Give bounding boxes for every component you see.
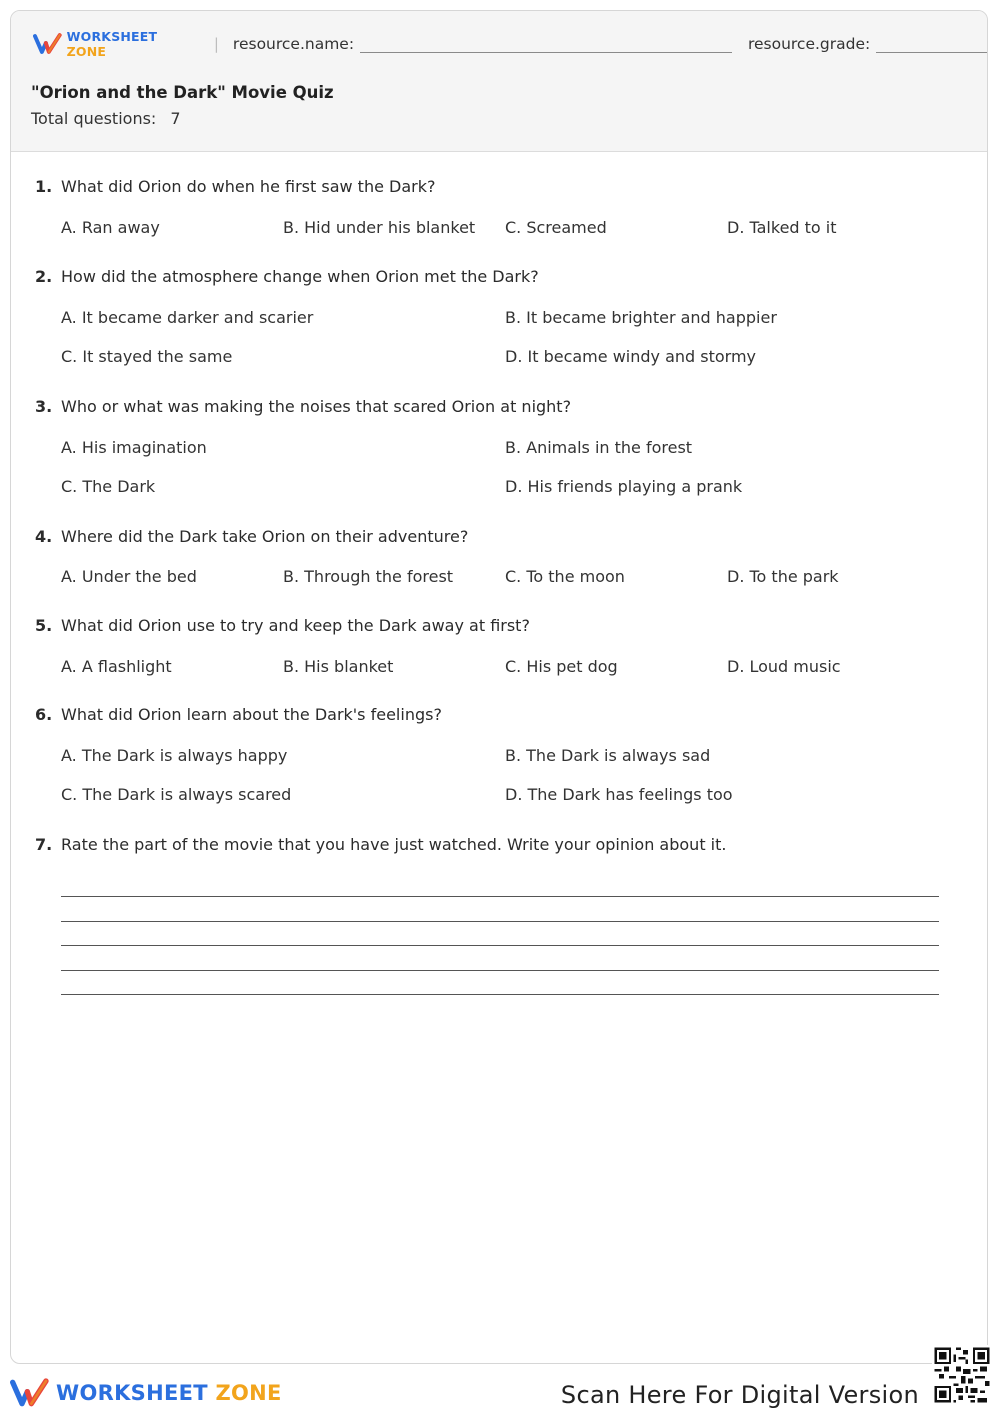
question-number: 1.: [35, 177, 53, 196]
question-prompt: What did Orion do when he first saw the Dark?: [61, 177, 436, 196]
option-d[interactable]: D. To the park: [727, 567, 839, 586]
question-prompt: Who or what was making the noises that scared Orion at night?: [61, 397, 572, 416]
answer-line[interactable]: [61, 896, 939, 897]
resource-grade-label: resource.grade:: [747, 35, 871, 53]
footer-brand-zone: ZONE: [215, 1381, 282, 1405]
question-1: [35, 177, 965, 237]
question-2: [35, 267, 965, 366]
header-brand-name: [67, 29, 200, 59]
option-a[interactable]: A. His imagination: [61, 438, 207, 457]
option-a[interactable]: A. Under the bed: [61, 567, 197, 586]
option-c[interactable]: C. Screamed: [505, 218, 607, 237]
resource-grade-field[interactable]: [876, 36, 987, 53]
worksheet-page: [10, 10, 988, 1364]
option-d[interactable]: D. Talked to it: [727, 218, 837, 237]
option-b[interactable]: B. The Dark is always sad: [505, 746, 711, 765]
brand-zone-text: ZONE: [66, 44, 107, 59]
worksheet-header: [11, 11, 987, 152]
option-c[interactable]: C. It stayed the same: [61, 347, 233, 366]
question-number: 5.: [35, 616, 53, 635]
question-number: 2.: [35, 267, 53, 286]
option-a[interactable]: A. The Dark is always happy: [61, 746, 288, 765]
header-separator: |: [213, 35, 219, 53]
qr-code-icon[interactable]: [932, 1345, 992, 1405]
total-questions-label: Total questions:: [31, 109, 157, 128]
footer-brand-name: [56, 1381, 282, 1405]
option-b[interactable]: B. His blanket: [283, 657, 394, 676]
option-c[interactable]: C. His pet dog: [505, 657, 618, 676]
question-1-text: [35, 177, 965, 196]
option-d[interactable]: D. His friends playing a prank: [505, 477, 743, 496]
question-prompt: What did Orion use to try and keep the Dark away at first?: [61, 616, 530, 635]
option-d[interactable]: D. The Dark has feelings too: [505, 785, 733, 804]
question-number: 3.: [35, 397, 53, 416]
option-d[interactable]: D. Loud music: [727, 657, 841, 676]
question-6-text: [35, 705, 965, 724]
option-c[interactable]: C. The Dark: [61, 477, 156, 496]
total-questions: [31, 109, 181, 128]
question-4-text: [35, 527, 965, 546]
worksheetzone-logo-icon: [33, 33, 63, 55]
question-7-text: [35, 835, 965, 854]
question-prompt: How did the atmosphere change when Orion met the Dark?: [61, 267, 539, 286]
option-a[interactable]: A. It became darker and scarier: [61, 308, 314, 327]
question-4: [35, 527, 965, 586]
question-6: [35, 705, 965, 804]
question-prompt: What did Orion learn about the Dark's feelings?: [61, 705, 442, 724]
total-questions-value: 7: [170, 109, 181, 128]
option-a[interactable]: A. Ran away: [61, 218, 160, 237]
question-3-text: [35, 397, 965, 416]
quiz-title: "Orion and the Dark" Movie Quiz: [31, 83, 334, 102]
answer-line[interactable]: [61, 970, 939, 971]
option-c[interactable]: C. To the moon: [505, 567, 625, 586]
answer-line[interactable]: [61, 945, 939, 946]
answer-line[interactable]: [61, 994, 939, 995]
option-b[interactable]: B. It became brighter and happier: [505, 308, 777, 327]
option-d[interactable]: D. It became windy and stormy: [505, 347, 757, 366]
option-a[interactable]: A. A flashlight: [61, 657, 172, 676]
worksheetzone-logo-icon: [10, 1377, 50, 1409]
question-7: [35, 835, 965, 854]
question-number: 7.: [35, 835, 53, 854]
question-number: 6.: [35, 705, 53, 724]
resource-name-field[interactable]: [360, 36, 732, 53]
question-prompt: Where did the Dark take Orion on their adventure?: [61, 527, 469, 546]
resource-name-label: resource.name:: [232, 35, 355, 53]
footer-brand-worksheet: WORKSHEET: [56, 1381, 208, 1405]
brand-worksheet-text: WORKSHEET: [66, 29, 158, 44]
option-b[interactable]: B. Through the forest: [283, 567, 454, 586]
header-brand-row: [33, 31, 987, 57]
option-c[interactable]: C. The Dark is always scared: [61, 785, 292, 804]
option-b[interactable]: B. Hid under his blanket: [283, 218, 476, 237]
footer-brand: [10, 1377, 282, 1409]
question-5: [35, 616, 965, 676]
question-3: [35, 397, 965, 496]
option-b[interactable]: B. Animals in the forest: [505, 438, 693, 457]
question-2-text: [35, 267, 965, 286]
question-number: 4.: [35, 527, 53, 546]
question-5-text: [35, 616, 965, 635]
question-prompt: Rate the part of the movie that you have just watched. Write your opinion about it.: [61, 835, 727, 854]
scan-instruction: Scan Here For Digital Version: [560, 1381, 919, 1409]
answer-line[interactable]: [61, 921, 939, 922]
